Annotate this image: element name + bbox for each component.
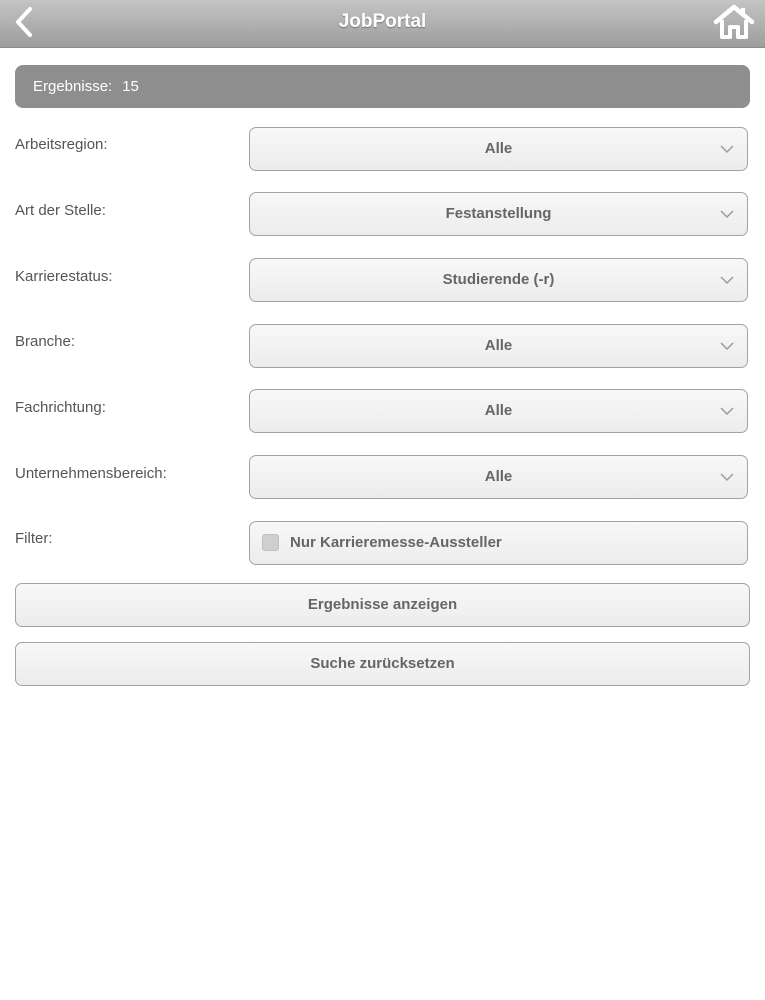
chevron-down-icon bbox=[719, 403, 735, 419]
home-button[interactable] bbox=[712, 3, 756, 41]
karrieremesse-checkbox[interactable] bbox=[262, 534, 279, 551]
filter-karrieremesse-toggle[interactable] bbox=[249, 521, 748, 565]
label-branche: Branche: bbox=[15, 333, 76, 350]
select-value: Alle bbox=[484, 337, 513, 354]
label-filter: Filter: bbox=[15, 530, 53, 547]
label-art-der-stelle: Art der Stelle: bbox=[15, 202, 106, 219]
select-art-der-stelle[interactable] bbox=[249, 192, 748, 236]
page-title: JobPortal bbox=[338, 11, 427, 32]
home-icon bbox=[712, 3, 756, 41]
select-value: Alle bbox=[484, 140, 513, 157]
label-karrierestatus: Karrierestatus: bbox=[15, 268, 113, 285]
chevron-down-icon bbox=[719, 206, 735, 222]
app-header bbox=[0, 0, 765, 48]
chevron-down-icon bbox=[719, 272, 735, 288]
select-branche[interactable] bbox=[249, 324, 748, 368]
show-results-button[interactable]: Ergebnisse anzeigen bbox=[15, 583, 750, 627]
results-count-bar bbox=[15, 65, 750, 108]
results-count: 15 bbox=[122, 78, 139, 95]
chevron-down-icon bbox=[719, 469, 735, 485]
select-value: Festanstellung bbox=[445, 205, 552, 222]
reset-search-button[interactable]: Suche zurücksetzen bbox=[15, 642, 750, 686]
select-value: Alle bbox=[484, 402, 513, 419]
filter-option-label: Nur Karrieremesse-Aussteller bbox=[290, 534, 502, 551]
select-fachrichtung[interactable] bbox=[249, 389, 748, 433]
chevron-down-icon bbox=[719, 141, 735, 157]
label-fachrichtung: Fachrichtung: bbox=[15, 399, 106, 416]
results-label: Ergebnisse: bbox=[33, 78, 113, 95]
select-unternehmensbereich[interactable] bbox=[249, 455, 748, 499]
label-arbeitsregion: Arbeitsregion: bbox=[15, 136, 108, 153]
label-unternehmensbereich: Unternehmensbereich: bbox=[15, 465, 167, 482]
chevron-down-icon bbox=[719, 338, 735, 354]
select-value: Studierende (-r) bbox=[442, 271, 555, 288]
select-karrierestatus[interactable] bbox=[249, 258, 748, 302]
select-arbeitsregion[interactable] bbox=[249, 127, 748, 171]
select-value: Alle bbox=[484, 468, 513, 485]
